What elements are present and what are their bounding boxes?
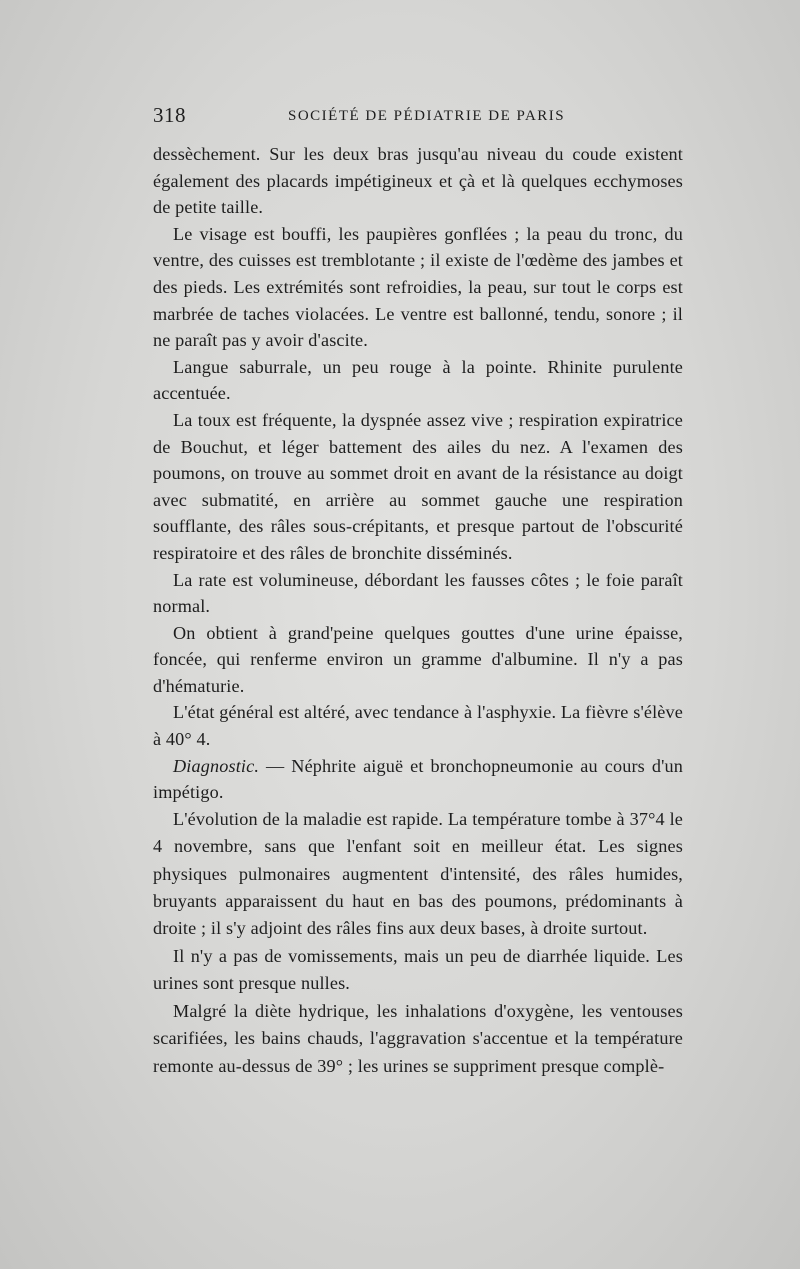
paragraph: Langue saburrale, un peu rouge à la pointe. Rhinite purulente accentuée. [153, 356, 683, 404]
paragraph: Il n'y a pas de vomissements, mais un peu de diarrhée liquide. Les urines sont presque nulles. [153, 945, 683, 994]
diagnostic-text: — Néphrite aiguë et bronchopneumonie au cours d'un impétigo. [153, 755, 683, 803]
page-header [153, 103, 683, 131]
paragraph: dessèchement. Sur les deux bras jusqu'au niveau du coude existent également des placards impétigineux et çà et là quelques ecchymoses de petite taille. [153, 144, 683, 218]
page-number: 318 [153, 103, 186, 127]
paragraph: Malgré la diète hydrique, les inhalations d'oxygène, les ventouses scarifiées, les bains chauds, l'aggravation s'accentue et la température remonte au-dessus de 39° ; les urines se suppriment presque complè- [153, 1000, 683, 1076]
paragraph: La rate est volumineuse, débordant les fausses côtes ; le foie paraît normal. [153, 569, 683, 617]
diagnostic-heading: Diagnostic. [173, 755, 260, 776]
body-text [153, 141, 683, 1080]
running-title: SOCIÉTÉ DE PÉDIATRIE DE PARIS [288, 108, 566, 124]
paragraph: La toux est fréquente, la dyspnée assez vive ; respiration expiratrice de Bouchut, et léger battement des ailes du nez. A l'examen des poumons, on trouve au sommet droit en avant de la résistance au doigt avec submatité, en arrière au sommet gauche une respiration soufflante, des râles sous-crépitants, et presque partout de l'obscurité respiratoire et des râles de bronchite disséminés. [153, 409, 683, 563]
diagnostic-paragraph [153, 753, 683, 806]
paragraph: L'état général est altéré, avec tendance à l'asphyxie. La fièvre s'élève à 40° 4. [153, 702, 683, 750]
paragraph: L'évolution de la maladie est rapide. La température tombe à 37°4 le 4 novembre, sans que l'enfant soit en meilleur état. Les signes physiques pulmonaires augmentent d'intensité, des râles humides, bruyants apparaissent du haut en bas des poumons, prédominants à droite ; il s'y adjoint des râles fins aux deux bases, à droite surtout. [153, 808, 683, 939]
paragraph: Le visage est bouffi, les paupières gonflées ; la peau du tronc, du ventre, des cuisses est tremblotante ; il existe de l'œdème des jambes et des pieds. Les extrémités sont refroidies, la peau, sur tout le corps est marbrée de taches violacées. Le ventre est ballonné, tendu, sonore ; il ne paraît pas y avoir d'ascite. [153, 223, 683, 351]
paragraph: On obtient à grand'peine quelques gouttes d'une urine épaisse, foncée, qui renferme environ un gramme d'albumine. Il n'y a pas d'hématurie. [153, 622, 683, 696]
